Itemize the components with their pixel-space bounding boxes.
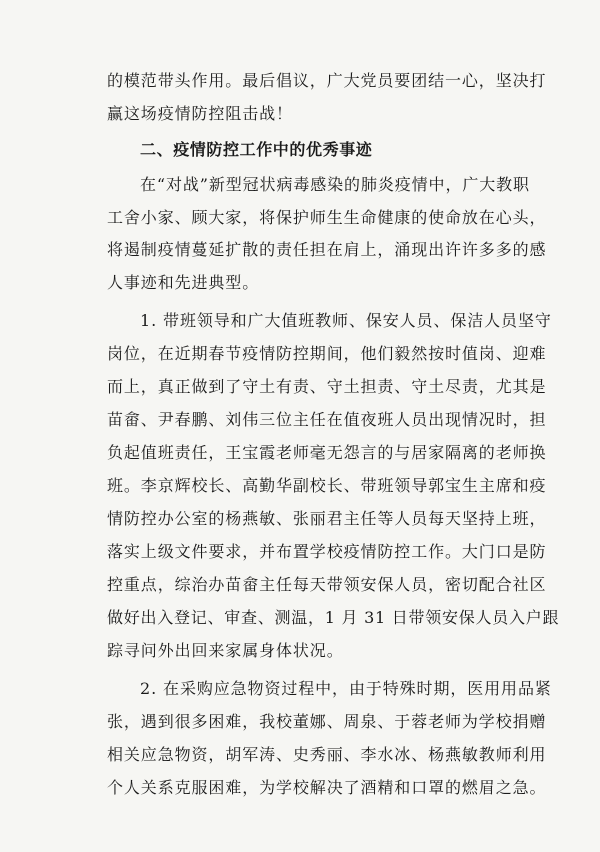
section-heading: 二、疫情防控工作中的优秀事迹 <box>140 140 373 159</box>
intro-line-1: 的模范带头作用。最后倡议，广大党员要团结一心，坚决打 <box>107 71 547 90</box>
paragraph-2-line-10: 做好出入登记、审查、测温，1 月 31 日带领安保人员入户跟 <box>107 608 560 627</box>
intro-line-2: 赢这场疫情防控阻击战！ <box>107 104 293 123</box>
paragraph-2-line-2: 岗位，在近期春节疫情防控期间，他们毅然按时值岗、迎难 <box>107 344 547 363</box>
paragraph-2-line-6: 班。李京辉校长、高勤华副校长、带班领导郭宝生主席和疫 <box>107 476 547 495</box>
paragraph-2-line-5: 负起值班责任，王宝霞老师毫无怨言的与居家隔离的老师换 <box>107 443 547 462</box>
paragraph-3-line-2: 张，遇到很多困难，我校董娜、周泉、于蓉老师为学校捐赠 <box>107 712 547 731</box>
paragraph-2-line-4: 苗畲、尹春鹏、刘伟三位主任在值夜班人员出现情况时，担 <box>107 410 547 429</box>
paragraph-3-line-1: 2. 在采购应急物资过程中，由于特殊时期，医用用品紧 <box>140 679 552 698</box>
paragraph-2-line-3: 而上，真正做到了守土有责、守土担责、守土尽责，尤其是 <box>107 377 547 396</box>
paragraph-1-line-4: 人事迹和先进典型。 <box>107 273 260 292</box>
paragraph-1-line-2: 工舍小家、顾大家，将保护师生生命健康的使命放在心头， <box>107 208 547 227</box>
paragraph-2-line-11: 踪寻问外出回来家属身体状况。 <box>107 641 344 660</box>
paragraph-3-line-3: 相关应急物资，胡军涛、史秀丽、李水冰、杨燕敏教师利用 <box>107 745 547 764</box>
paragraph-3-line-4: 个人关系克服困难，为学校解决了酒精和口罩的燃眉之急。 <box>107 778 547 797</box>
paragraph-1-line-1: 在“对战”新型冠状病毒感染的肺炎疫情中，广大教职 <box>140 175 530 194</box>
paragraph-2-line-1: 1. 带班领导和广大值班教师、保安人员、保洁人员坚守 <box>140 311 552 330</box>
paragraph-1-line-3: 将遏制疫情蔓延扩散的责任担在肩上，涌现出许许多多的感 <box>107 240 547 259</box>
paragraph-2-line-8: 落实上级文件要求，并布置学校疫情防控工作。大门口是防 <box>107 542 547 561</box>
paragraph-2-line-7: 情防控办公室的杨燕敏、张丽君主任等人员每天坚持上班， <box>107 509 547 528</box>
paragraph-2-line-9: 控重点，综治办苗畲主任每天带领安保人员，密切配合社区 <box>107 575 547 594</box>
